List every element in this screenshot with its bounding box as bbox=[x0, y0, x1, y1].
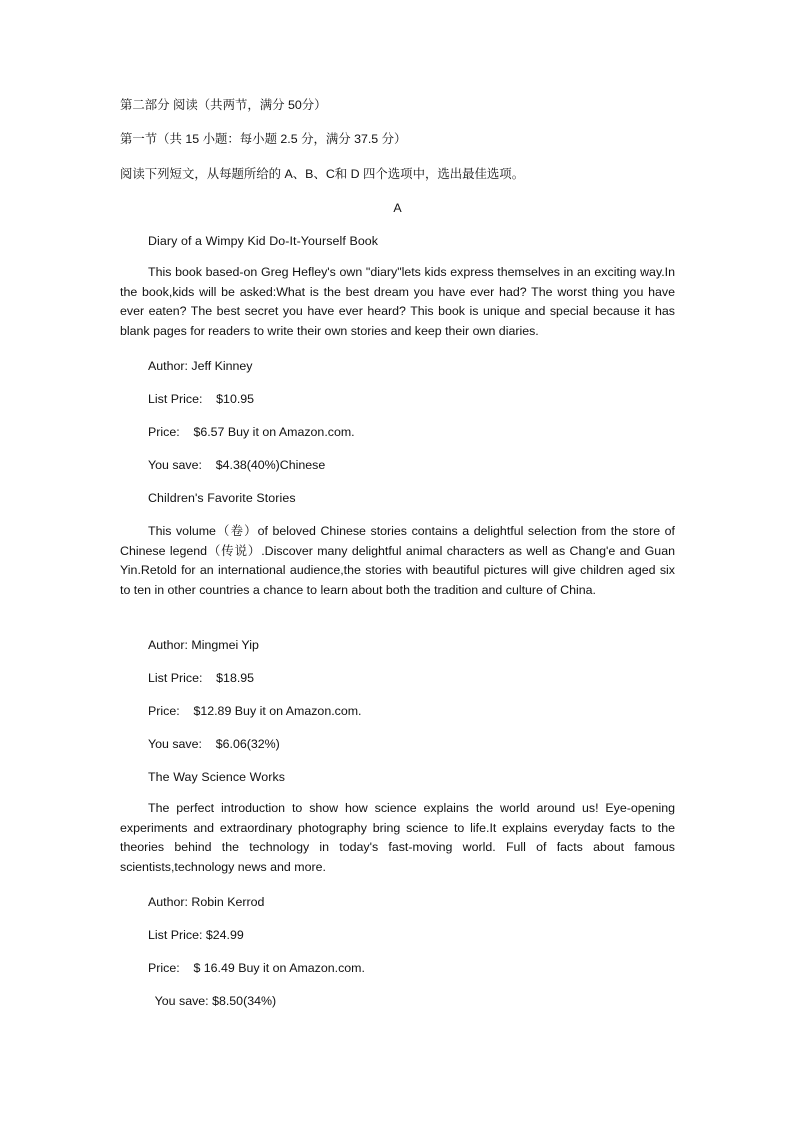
section-title: 第一节（共 15 小题：每小题 2.5 分，满分 37.5 分） bbox=[120, 132, 407, 146]
book-author: Author: Jeff Kinney bbox=[148, 359, 253, 373]
book-list-price: List Price: $18.95 bbox=[148, 671, 255, 685]
book-author: Author: Robin Kerrod bbox=[148, 895, 265, 909]
book-you-save: You save: $8.50(34%) bbox=[148, 994, 277, 1008]
book-title: Diary of a Wimpy Kid Do-It-Yourself Book bbox=[148, 234, 379, 248]
book-description: This book based-on Greg Hefley's own "diary"lets kids express themselves in an exciting way.In the book,kids will be asked:What is the best dream you have ever had? The worst thing you have ever eaten? The best secret you have ever heard? This book is unique and special because it has blank pages for readers to write their own stories and keep their own diaries. bbox=[120, 265, 675, 339]
book-title: Children's Favorite Stories bbox=[148, 491, 296, 505]
book-you-save: You save: $4.38(40%)Chinese bbox=[148, 458, 326, 472]
book-author: Author: Mingmei Yip bbox=[148, 638, 259, 652]
instructions: 阅读下列短文，从每题所给的 A、B、C和 D 四个选项中，选出最佳选项。 bbox=[120, 167, 525, 181]
book-list-price: List Price: $24.99 bbox=[148, 928, 244, 942]
part-title: 第二部分 阅读（共两节，满分 50分） bbox=[120, 98, 327, 112]
book-title: The Way Science Works bbox=[148, 770, 286, 784]
book-price: Price: $ 16.49 Buy it on Amazon.com. bbox=[148, 961, 365, 975]
book-you-save: You save: $6.06(32%) bbox=[148, 737, 280, 751]
book-description: This volume（卷）of beloved Chinese stories contains a delightful selection from the store of Chinese legend（传说）.Discover many delightful animal characters as well as Chang'e and Guan Yin.Retold for an international audience,the stories with beautiful pictures will give children aged six to ten in other countries a chance to learn about both the tradition and culture of China. bbox=[120, 524, 675, 598]
book-list-price: List Price: $10.95 bbox=[148, 392, 255, 406]
book-description: The perfect introduction to show how science explains the world around us! Eye-opening experiments and extraordinary photography bring science to life.It explains everyday facts to the theories behind the technology in today's fast-moving world. Full of facts about famous scientists,technology news and more. bbox=[120, 801, 675, 875]
book-price: Price: $12.89 Buy it on Amazon.com. bbox=[148, 704, 362, 718]
passage-letter: A bbox=[393, 201, 402, 215]
book-price: Price: $6.57 Buy it on Amazon.com. bbox=[148, 425, 355, 439]
